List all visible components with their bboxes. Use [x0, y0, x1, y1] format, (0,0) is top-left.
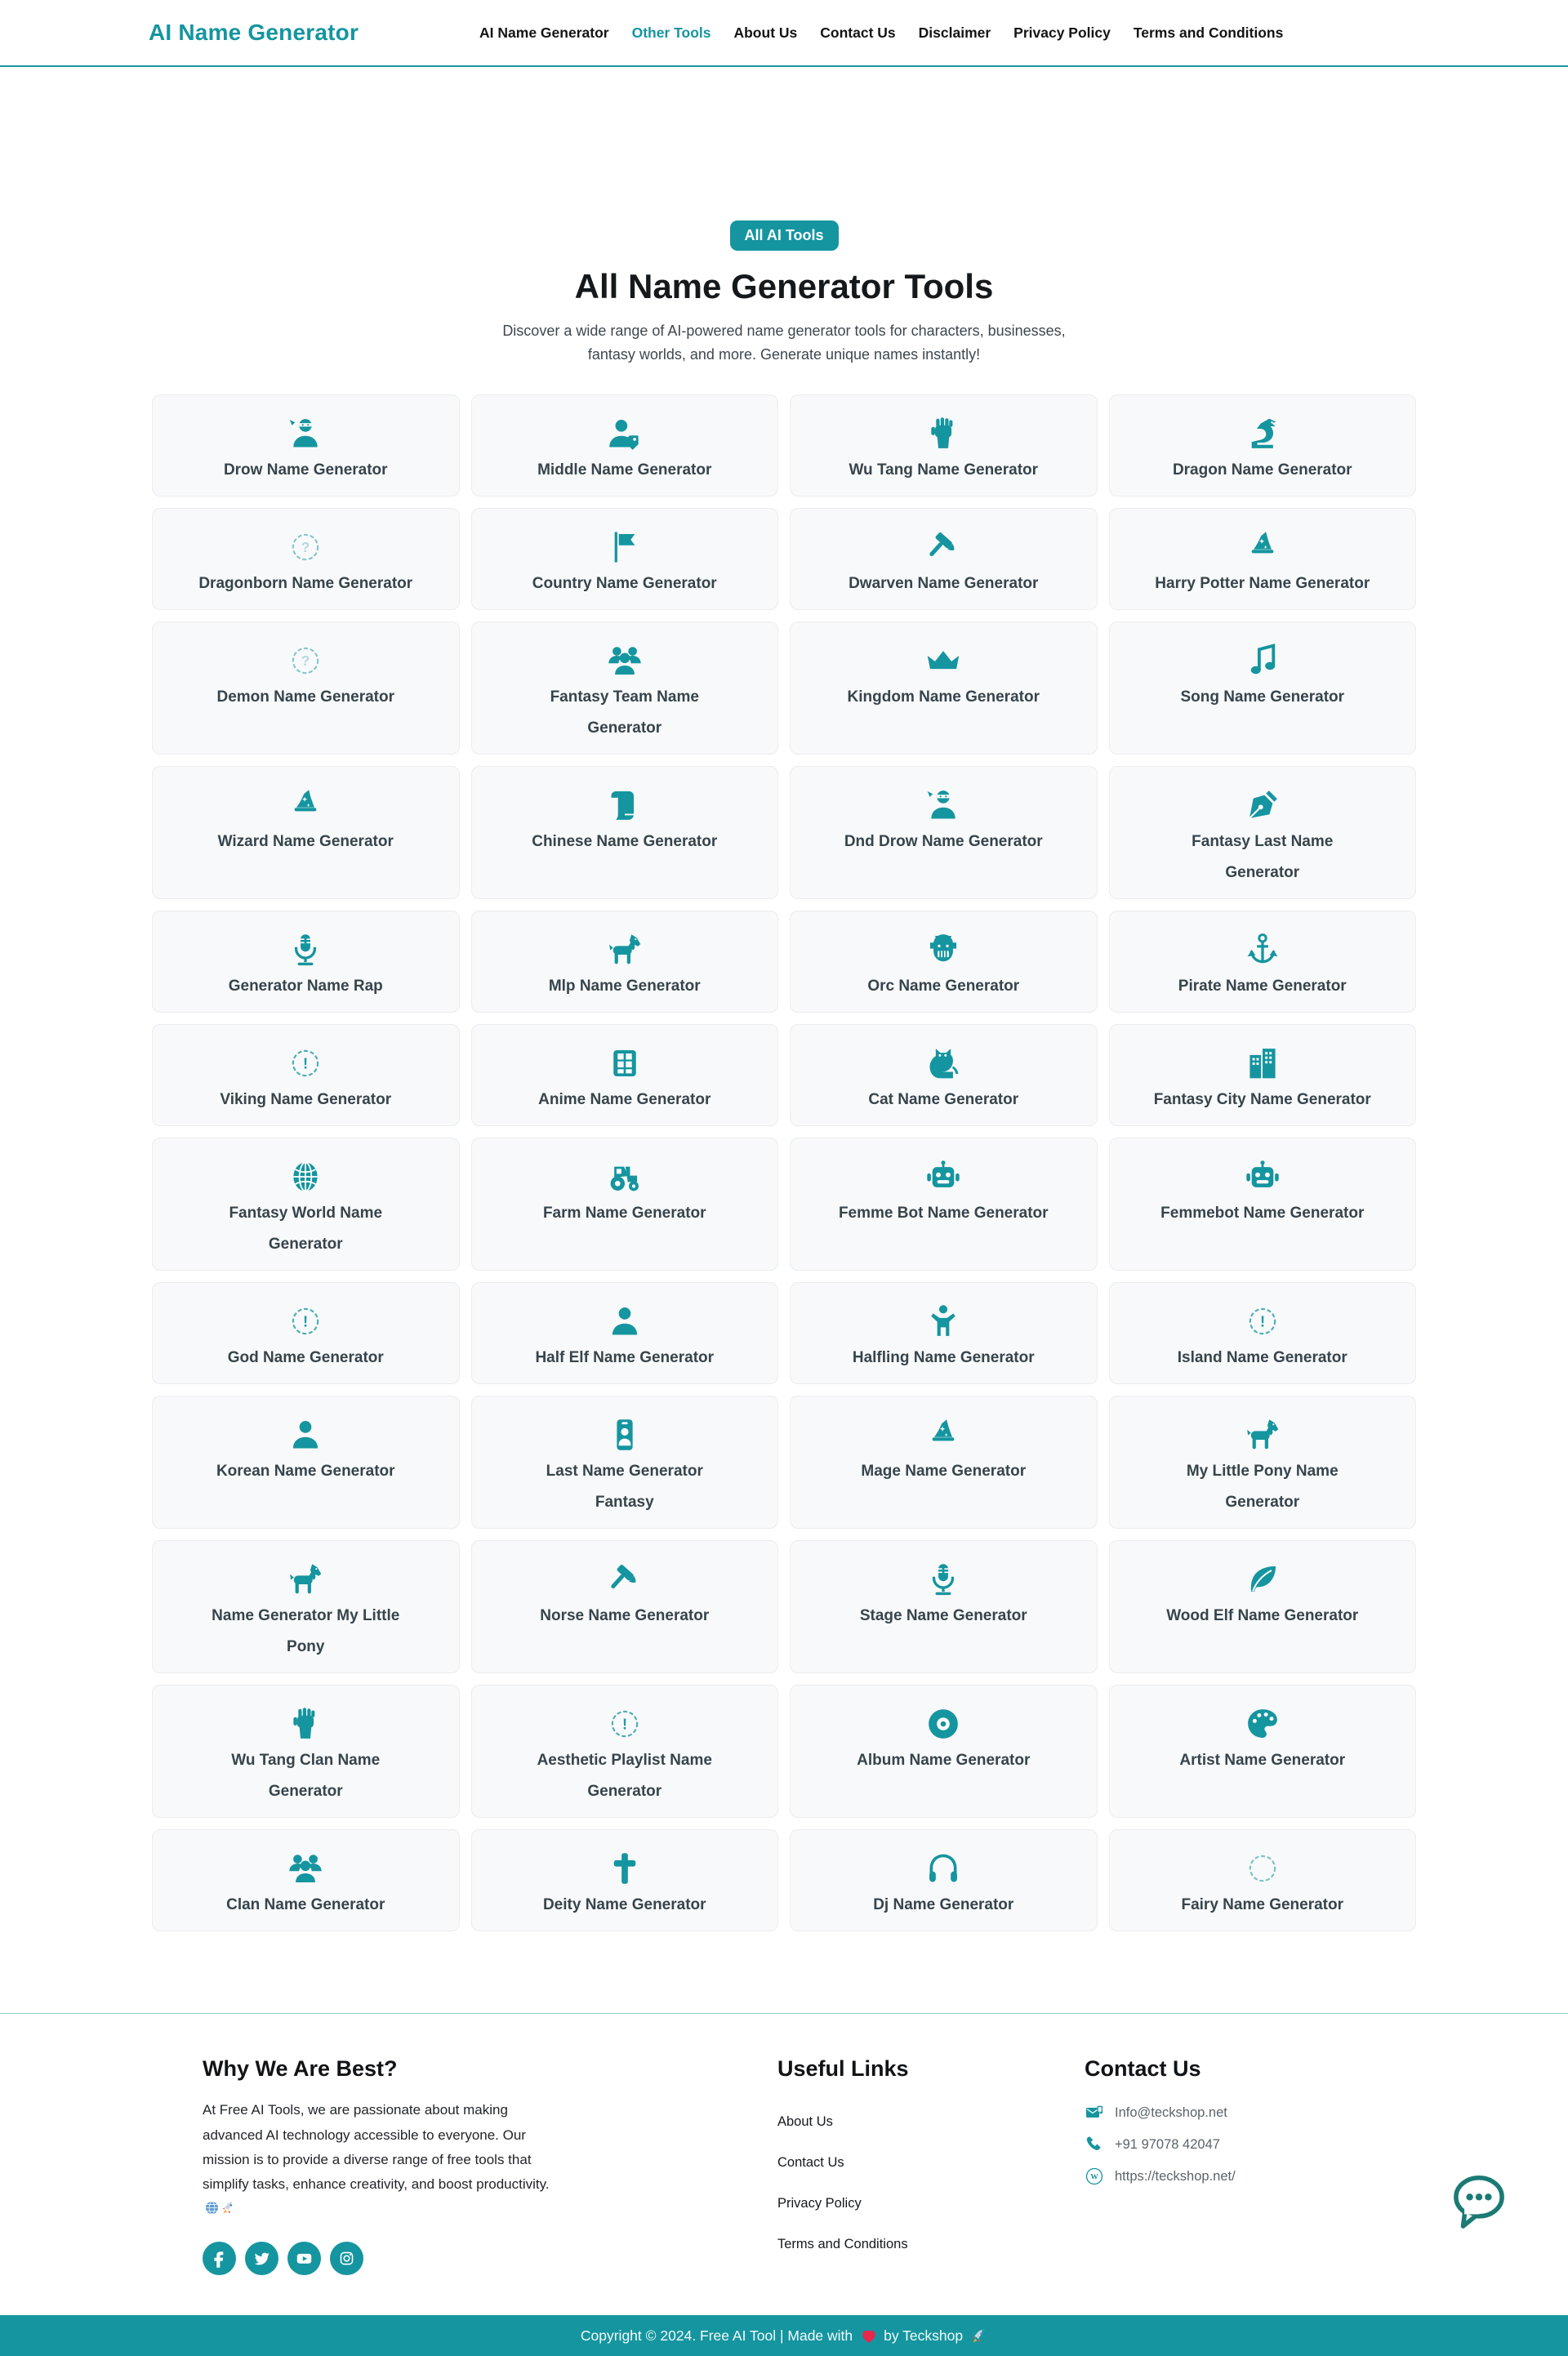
svg-text:!: !: [303, 1312, 309, 1330]
tool-card-label: Stage Name Generator: [859, 1607, 1027, 1625]
tool-card-label: Pirate Name Generator: [1178, 978, 1347, 995]
tool-card-dnd-drow-name-generator[interactable]: [790, 766, 1098, 899]
hero-section: [0, 67, 1568, 367]
tool-card-dragon-name-generator[interactable]: [1109, 394, 1417, 497]
tool-card-label: Wu Tang Clan Name Generator: [231, 1752, 381, 1801]
contact-email-text: Info@teckshop.net: [1115, 2104, 1227, 2120]
flag-icon: [487, 529, 764, 565]
tool-card-label: Kingdom Name Generator: [847, 688, 1040, 706]
cross-icon: [487, 1851, 764, 1886]
tool-card-harry-potter-name-generator[interactable]: [1109, 508, 1417, 610]
footer-links-column: [777, 2056, 982, 2278]
tool-card-island-name-generator[interactable]: [1109, 1282, 1417, 1384]
footer-link-terms-and-conditions[interactable]: Terms and Conditions: [777, 2237, 908, 2252]
footer-about-column: [203, 2056, 627, 2278]
tool-card-label: Anime Name Generator: [538, 1091, 711, 1109]
globe-emoji-icon: [203, 2201, 220, 2216]
microphone-icon: [805, 1561, 1082, 1597]
tool-card-fantasy-city-name-generator[interactable]: [1109, 1024, 1417, 1126]
youtube-icon: [293, 2247, 315, 2269]
tool-card-label: Orc Name Generator: [867, 978, 1020, 995]
social-links: [203, 2242, 627, 2275]
horse-icon: [1125, 1417, 1401, 1453]
tool-card-song-name-generator[interactable]: [1109, 621, 1417, 755]
chat-widget-button[interactable]: [1447, 2168, 1511, 2235]
dragon-icon: [1125, 416, 1401, 452]
wordpress-icon: [1085, 2167, 1104, 2186]
tool-card-mlp-name-generator[interactable]: [471, 911, 779, 1013]
tool-card-last-name-generator-fantasy[interactable]: [471, 1396, 779, 1529]
facebook-icon: [208, 2247, 230, 2269]
tool-card-label: Norse Name Generator: [540, 1607, 710, 1625]
record-icon: [805, 1706, 1082, 1742]
tool-card-drow-name-generator[interactable]: [152, 394, 460, 497]
crown-icon: [805, 643, 1082, 679]
tool-card-dj-name-generator[interactable]: [790, 1829, 1098, 1931]
tool-card-label: Cat Name Generator: [868, 1091, 1019, 1109]
contact-email[interactable]: [1085, 2103, 1236, 2122]
social-facebook[interactable]: [203, 2242, 236, 2275]
globe-icon: [167, 1159, 444, 1195]
nav-about-us[interactable]: About Us: [733, 24, 798, 41]
tool-card-label: Song Name Generator: [1180, 688, 1345, 706]
tool-card-my-little-pony-name-generator[interactable]: [1109, 1396, 1417, 1529]
tool-card-album-name-generator[interactable]: [790, 1685, 1098, 1818]
rocket-icon: [969, 2327, 987, 2345]
footer-about-text: At Free AI Tools, we are passionate about making advanced AI technology accessible to everyone. Our mission is to provide a diverse range of free tools that simplify tasks, enhance creativity, and boost productivity.: [203, 2098, 566, 2221]
tool-card-label: Fantasy Last Name Generator: [1192, 833, 1334, 882]
tool-card-label: Clan Name Generator: [226, 1896, 385, 1914]
tool-card-fairy-name-generator[interactable]: [1109, 1829, 1417, 1931]
city-icon: [1125, 1045, 1401, 1081]
useful-links-heading: Useful Links: [777, 2056, 909, 2082]
tool-card-wizard-name-generator[interactable]: [152, 766, 460, 899]
tool-card-label: Dragon Name Generator: [1172, 461, 1352, 479]
user-icon: [167, 1417, 444, 1453]
robot-icon: [1125, 1159, 1401, 1195]
footer-link-about-us[interactable]: About Us: [777, 2114, 833, 2130]
rocket-emoji-icon: [220, 2201, 237, 2216]
phone-icon: [1085, 2135, 1104, 2154]
tool-card-label: Harry Potter Name Generator: [1155, 575, 1370, 593]
twitter-icon: [251, 2247, 273, 2269]
horse-icon: [167, 1561, 444, 1597]
dashed-circle-exclamation-icon: [167, 1045, 444, 1081]
all-ai-tools-badge: All AI Tools: [730, 220, 839, 251]
tool-card-label: Generator Name Rap: [228, 978, 383, 995]
tool-card-norse-name-generator[interactable]: [471, 1540, 779, 1673]
tool-card-dragonborn-name-generator[interactable]: [152, 508, 460, 610]
tool-card-aesthetic-playlist-name-generator[interactable]: [471, 1685, 779, 1818]
tool-card-label: God Name Generator: [227, 1349, 384, 1367]
tool-card-label: Femmebot Name Generator: [1160, 1205, 1365, 1223]
tool-card-demon-name-generator[interactable]: [152, 621, 460, 755]
user-ninja-icon: [167, 416, 444, 452]
instagram-icon: [336, 2247, 358, 2269]
contact-wordpress[interactable]: [1085, 2167, 1236, 2186]
tool-card-label: Farm Name Generator: [542, 1205, 706, 1223]
heart-icon: [859, 2327, 877, 2345]
orc-icon: [805, 932, 1082, 968]
main-nav: [479, 24, 1283, 42]
palette-icon: [1125, 1706, 1401, 1742]
dashed-circle-exclamation-icon: [167, 1303, 444, 1339]
tool-card-label: Dwarven Name Generator: [849, 575, 1039, 593]
dashed-circle-exclamation-icon: [1125, 1303, 1401, 1339]
users-icon: [167, 1851, 444, 1886]
email-icon: [1085, 2103, 1104, 2122]
film-icon: [487, 1045, 764, 1081]
tool-card-label: My Little Pony Name Generator: [1186, 1463, 1339, 1512]
tool-card-label: Artist Name Generator: [1179, 1752, 1346, 1770]
tool-card-korean-name-generator[interactable]: [152, 1396, 460, 1529]
tool-card-kingdom-name-generator[interactable]: [790, 621, 1098, 755]
svg-text:W: W: [1090, 2173, 1098, 2182]
tool-card-deity-name-generator[interactable]: [471, 1829, 779, 1931]
headphones-icon: [805, 1851, 1082, 1886]
tool-card-label: Middle Name Generator: [537, 461, 712, 479]
social-instagram[interactable]: [330, 2242, 363, 2275]
tool-card-label: Aesthetic Playlist Name Generator: [537, 1752, 712, 1801]
tool-card-label: Chinese Name Generator: [532, 833, 718, 851]
tool-card-label: Mage Name Generator: [861, 1463, 1027, 1481]
tool-card-label: Island Name Generator: [1177, 1349, 1348, 1367]
tool-card-anime-name-generator[interactable]: [471, 1024, 779, 1126]
tool-card-label: Dnd Drow Name Generator: [844, 833, 1043, 851]
tool-card-name-generator-my-little-pony[interactable]: [152, 1540, 460, 1673]
tool-card-label: Drow Name Generator: [223, 461, 388, 479]
tool-card-label: Fantasy World Name Generator: [229, 1205, 383, 1254]
tool-card-label: Korean Name Generator: [216, 1463, 395, 1481]
tool-card-label: Wizard Name Generator: [217, 833, 394, 851]
tool-card-label: Wood Elf Name Generator: [1166, 1607, 1359, 1625]
page-subtitle: Discover a wide range of AI-powered name generator tools for characters, businesses, fantasy worlds, and more. Generate unique names instantly!: [502, 323, 1066, 363]
tool-card-viking-name-generator[interactable]: [152, 1024, 460, 1126]
tool-card-label: Demon Name Generator: [216, 688, 394, 706]
tool-card-clan-name-generator[interactable]: [152, 1829, 460, 1931]
tool-card-label: Fantasy Team Name Generator: [550, 688, 699, 737]
tool-card-label: Fantasy City Name Generator: [1153, 1091, 1371, 1109]
contact-phone-text: +91 97078 42047: [1115, 2136, 1220, 2152]
tool-card-label: Deity Name Generator: [542, 1896, 706, 1914]
tool-card-country-name-generator[interactable]: [471, 508, 779, 610]
leaf-icon: [1125, 1561, 1401, 1597]
footer-link-contact-us[interactable]: Contact Us: [777, 2155, 844, 2171]
user-tag-icon: [487, 416, 764, 452]
dashed-circle-icon: [1125, 1851, 1401, 1886]
tool-card-label: Half Elf Name Generator: [535, 1349, 715, 1367]
footer: [0, 2014, 1568, 2315]
tool-card-label: Last Name Generator Fantasy: [546, 1463, 703, 1512]
tool-card-label: Femme Bot Name Generator: [838, 1205, 1049, 1223]
tool-card-label: Mlp Name Generator: [548, 978, 701, 995]
wizard-hat-icon: [1125, 529, 1401, 565]
contact-phone[interactable]: [1085, 2135, 1236, 2154]
tool-card-cat-name-generator[interactable]: [790, 1024, 1098, 1126]
footer-link-privacy-policy[interactable]: Privacy Policy: [777, 2196, 862, 2211]
scroll-icon: [487, 787, 764, 823]
child-icon: [805, 1303, 1082, 1339]
fist-icon: [805, 416, 1082, 452]
tool-card-label: Halfling Name Generator: [852, 1349, 1035, 1367]
tool-card-god-name-generator[interactable]: [152, 1282, 460, 1384]
nav-terms-and-conditions[interactable]: Terms and Conditions: [1133, 24, 1284, 41]
tool-card-label: Dj Name Generator: [873, 1896, 1014, 1914]
header: [0, 0, 1568, 67]
pen-nib-icon: [1125, 787, 1401, 823]
tool-card-wu-tang-clan-name-generator[interactable]: [152, 1685, 460, 1818]
tool-card-label: Wu Tang Name Generator: [849, 461, 1039, 479]
tool-card-femme-bot-name-generator[interactable]: [790, 1138, 1098, 1271]
social-twitter[interactable]: [245, 2242, 278, 2275]
svg-text:!: !: [303, 1054, 309, 1072]
tool-card-artist-name-generator[interactable]: [1109, 1685, 1417, 1818]
user-ninja-icon: [805, 787, 1082, 823]
hammer-icon: [805, 529, 1082, 565]
wizard-hat-icon: [167, 787, 444, 823]
tools-grid: [152, 394, 1416, 1931]
tool-card-fantasy-world-name-generator[interactable]: [152, 1138, 460, 1271]
fist-icon: [167, 1706, 444, 1742]
copyright-text: Copyright © 2024. Free AI Tool | Made with: [580, 2327, 853, 2344]
nav-contact-us[interactable]: Contact Us: [820, 24, 896, 41]
tool-card-fantasy-team-name-generator[interactable]: [471, 621, 779, 755]
svg-text:?: ?: [301, 539, 310, 556]
nav-privacy-policy[interactable]: Privacy Policy: [1013, 24, 1111, 41]
horse-icon: [487, 932, 764, 968]
robot-icon: [805, 1159, 1082, 1195]
svg-text:?: ?: [301, 652, 310, 670]
site-logo[interactable]: AI Name Generator: [149, 20, 359, 45]
contact-us-heading: Contact Us: [1085, 2056, 1201, 2082]
contact-wordpress-text: https://teckshop.net/: [1115, 2168, 1236, 2184]
tool-card-mage-name-generator[interactable]: [790, 1396, 1098, 1529]
dashed-circle-exclamation-icon: [487, 1706, 764, 1742]
dashed-circle-question-icon: [167, 643, 444, 679]
tool-card-wu-tang-name-generator[interactable]: [790, 394, 1098, 497]
nav-ai-name-generator[interactable]: AI Name Generator: [479, 24, 609, 41]
bottom-copyright-bar: [0, 2315, 1568, 2356]
tool-card-dwarven-name-generator[interactable]: [790, 508, 1098, 610]
page-title: All Name Generator Tools: [574, 267, 994, 305]
tool-card-farm-name-generator[interactable]: [471, 1138, 779, 1271]
user-icon: [487, 1303, 764, 1339]
tool-card-label: Country Name Generator: [532, 575, 717, 593]
id-badge-icon: [487, 1417, 764, 1453]
svg-text:!: !: [1259, 1312, 1265, 1330]
cat-icon: [805, 1045, 1082, 1081]
tool-card-middle-name-generator[interactable]: [471, 394, 779, 497]
tool-card-fantasy-last-name-generator[interactable]: [1109, 766, 1417, 899]
tool-card-half-elf-name-generator[interactable]: [471, 1282, 779, 1384]
credit-text: by Teckshop: [884, 2327, 964, 2344]
tool-card-chinese-name-generator[interactable]: [471, 766, 779, 899]
anchor-icon: [1125, 932, 1401, 968]
tool-card-orc-name-generator[interactable]: [790, 911, 1098, 1013]
tool-card-label: Album Name Generator: [857, 1752, 1031, 1770]
tool-card-stage-name-generator[interactable]: [790, 1540, 1098, 1673]
tool-card-femmebot-name-generator[interactable]: [1109, 1138, 1417, 1271]
footer-about-heading: Why We Are Best?: [203, 2056, 398, 2082]
hammer-icon: [487, 1561, 764, 1597]
footer-contact-column: [1085, 2056, 1236, 2278]
tool-card-label: Dragonborn Name Generator: [198, 575, 413, 593]
tool-card-label: Fairy Name Generator: [1181, 1896, 1344, 1914]
tool-card-wood-elf-name-generator[interactable]: [1109, 1540, 1417, 1673]
social-youtube[interactable]: [287, 2242, 321, 2275]
tool-card-generator-name-rap[interactable]: [152, 911, 460, 1013]
tractor-icon: [487, 1159, 764, 1195]
tool-card-label: Viking Name Generator: [220, 1091, 392, 1109]
wizard-hat-icon: [805, 1417, 1082, 1453]
tool-card-halfling-name-generator[interactable]: [790, 1282, 1098, 1384]
nav-disclaimer[interactable]: Disclaimer: [918, 24, 991, 41]
dashed-circle-question-icon: [167, 529, 444, 565]
tool-card-pirate-name-generator[interactable]: [1109, 911, 1417, 1013]
microphone-icon: [167, 932, 444, 968]
music-note-icon: [1125, 643, 1401, 679]
users-icon: [487, 643, 764, 679]
svg-text:!: !: [621, 1715, 627, 1733]
nav-other-tools[interactable]: Other Tools: [631, 24, 711, 41]
tool-card-label: Name Generator My Little Pony: [212, 1607, 400, 1656]
